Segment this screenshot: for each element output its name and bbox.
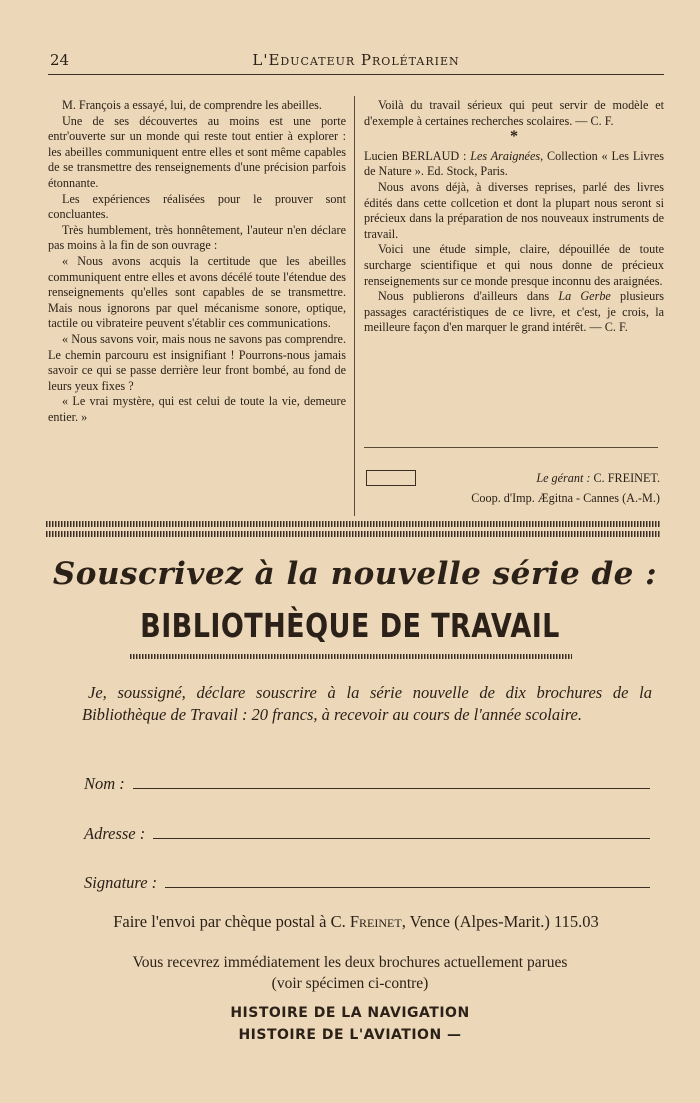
left-paragraph: « Nous savons voir, mais nous ne savons pas comprendre. Le chemin parcouru est insignifiant ! Pourrons-nous jamais savoir ce qui se passe derrière leur front bombé, au fond de leurs yeux fixes ? (48, 331, 346, 393)
subscription-headline: Souscrivez à la nouvelle série de : (52, 556, 658, 592)
signature-field[interactable] (84, 873, 650, 893)
left-paragraph: Une de ses découvertes au moins est une porte entr'ouverte sur un monde qui reste tout entier à explorer : les abeilles communiquent entre elles et sont même capables de se transmettre des renseignements d'une précision parfois étonnante. (48, 113, 346, 190)
right-paragraph: Voici une étude simple, claire, dépouillée de toute surcharge scientifique et qui nous donne de précieux renseignements sur ce monde presque inconnu des araignées. (364, 242, 664, 288)
name-label: Nom : (84, 774, 125, 793)
journal-title: L'Educateur Prolétarien (252, 51, 460, 69)
envoi-start: Faire l'envoi par chèque postal à C. (113, 912, 350, 931)
payment-instructions (52, 912, 660, 932)
section-asterisk: * (510, 128, 518, 146)
envoi-name: Freinet (349, 912, 402, 931)
dotted-rule (130, 654, 572, 659)
brochure-title: HISTOIRE DE LA NAVIGATION (230, 1005, 470, 1021)
right-paragraph (364, 289, 664, 336)
brochure-title: HISTOIRE DE L'AVIATION — (238, 1027, 462, 1043)
receive-line-1: Vous recevrez immédiatement les deux brochures actuellement parues (132, 954, 568, 971)
address-label: Adresse : (84, 824, 146, 843)
page-header (48, 48, 664, 75)
right-column-rule (364, 447, 658, 448)
book-reference (364, 149, 664, 180)
gerant-name: C. FREINET. (593, 471, 660, 485)
dotted-rule (46, 531, 660, 537)
para4-end: plusieurs passages caractéristiques de ce livre, et c'est, je crois, la meilleure façon d'en marquer le grand intérêt. — C. F. (364, 289, 664, 335)
left-paragraph: « Le vrai mystère, qui est celui de toute la vie, demeure entier. » (48, 394, 346, 424)
printer-credits (364, 468, 660, 508)
book-details: , Collection « Les Livres de Nature ». Ed. Stock, Paris. (364, 148, 664, 179)
printer-coop: Coop. d'Imp. Ægitna - Cannes (A.-M.) (471, 491, 660, 505)
left-paragraph: Les expériences réalisées pour le prouver sont concluantes. (48, 191, 346, 222)
book-author: Lucien BERLAUD : (364, 148, 471, 163)
para4-start: Nous publierons d'ailleurs dans (378, 289, 559, 304)
dotted-rule (46, 521, 660, 527)
signature-label: Signature : (84, 873, 158, 892)
right-paragraph: Nous avons déjà, à diverses reprises, parlé des livres édités dans cette collcetion et dont la plupart nous seront si précieux dans la préparation de nos nouveaux instruments de travail. (364, 179, 664, 241)
brochure-list (40, 1002, 660, 1046)
subscription-title: BIBLIOTHÈQUE DE TRAVAIL (140, 606, 560, 645)
column-divider (354, 96, 355, 516)
address-field[interactable] (84, 824, 650, 844)
envoi-end: , Vence (Alpes-Marit.) 115.03 (401, 912, 599, 931)
right-column (364, 98, 664, 336)
receive-notice (40, 952, 660, 994)
signature-line[interactable] (165, 887, 650, 888)
subscription-declaration: Je, soussigné, déclare souscrire à la série nouvelle de dix brochures de la Bibliothèque de Travail : 20 francs, à recevoir au cours de l'année scolaire. (82, 683, 652, 724)
book-title: Les Araignées (470, 148, 541, 163)
left-column (48, 98, 346, 425)
name-field[interactable] (84, 774, 650, 794)
left-paragraph: Très humblement, très honnêtement, l'auteur n'en déclare pas moins à la fin de son ouvrage : (48, 222, 346, 253)
gerbe-title: La Gerbe (558, 289, 611, 304)
printer-logo-icon (366, 470, 416, 486)
name-line[interactable] (133, 788, 650, 789)
address-line[interactable] (153, 838, 650, 839)
page-number: 24 (50, 51, 70, 69)
receive-line-2: (voir spécimen ci-contre) (271, 975, 429, 992)
left-paragraph: M. François a essayé, lui, de comprendre les abeilles. (62, 98, 322, 112)
gerant-label: Le gérant : (536, 471, 594, 485)
left-paragraph: « Nous avons acquis la certitude que les abeilles communiquent entre elles et avons décélé toute l'étendue des renseignements qu'elles sont capables de se transmettre. Mais nous ignorons par quel mécanisme sonore, optique, tactile ou vibrateire peuvent s'établir ces communications. (48, 253, 346, 331)
right-paragraph: Voilà du travail sérieux qui peut servir de modèle et d'exemple à certaines recherches scolaires. — C. F. (364, 98, 664, 128)
